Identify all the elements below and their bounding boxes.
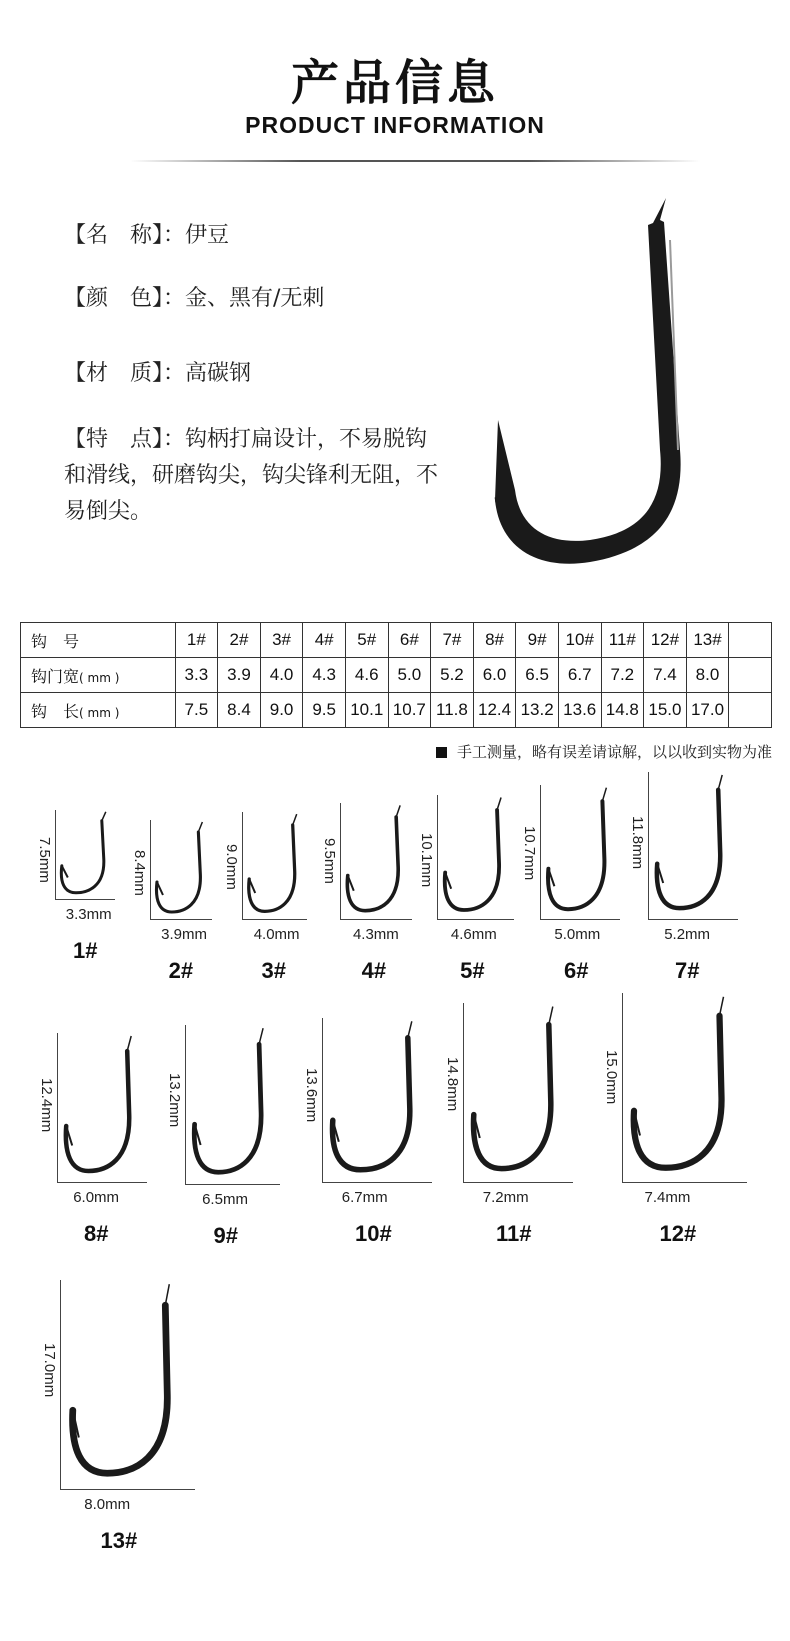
hook-tip	[127, 1036, 131, 1051]
hook-body	[347, 817, 398, 911]
spec-cell: 13.2	[516, 693, 559, 728]
spec-cell-empty	[729, 623, 772, 658]
spec-table	[20, 622, 772, 728]
hook-illustration	[470, 180, 710, 580]
spec-cell: 5#	[345, 623, 388, 658]
spec-size-label: 钩 号	[31, 631, 80, 651]
hook-diagram	[131, 820, 212, 983]
hook-tip	[549, 1007, 553, 1025]
spec-cell: 11.8	[431, 693, 474, 728]
hook-body	[61, 821, 104, 893]
hook-body	[548, 801, 604, 909]
hook-size-label: 13#	[100, 1528, 138, 1553]
hook-size-label: 2#	[168, 958, 194, 983]
hook-tip	[396, 805, 400, 817]
hook-diagram	[38, 1033, 147, 1246]
spec-cell: 9.0	[260, 693, 303, 728]
hook-gap-label: 6.7mm	[341, 1189, 388, 1206]
spec-cell: 4.3	[303, 658, 346, 693]
spec-cell: 10.7	[388, 693, 431, 728]
spec-unit-label: ( mm )	[79, 670, 120, 685]
hook-size-label: 11#	[496, 1221, 532, 1246]
hook-diagram	[444, 1003, 573, 1246]
hook-gap-label: 3.9mm	[161, 926, 207, 943]
spec-cell: 5.2	[431, 658, 474, 693]
hook-gap-label: 4.0mm	[253, 926, 300, 943]
hook-gap-label: 5.0mm	[554, 926, 601, 943]
hook-size-label: 4#	[361, 958, 387, 983]
header-divider	[130, 160, 700, 162]
hook-shape-icon	[185, 1025, 280, 1185]
spec-cell: 6.7	[558, 658, 601, 693]
spec-cell: 4.0	[260, 658, 303, 693]
hook-size-label: 6#	[564, 958, 589, 983]
spec-cell: 12.4	[473, 693, 516, 728]
hook-gap-label: 6.5mm	[202, 1191, 248, 1208]
spec-length-label: 钩 长	[31, 701, 80, 721]
spec-cell: 13.6	[558, 693, 601, 728]
spec-cell-empty	[729, 658, 772, 693]
hook-gap-label: 7.2mm	[482, 1189, 529, 1206]
hook-length-label: 13.6mm	[303, 1067, 320, 1122]
hook-diagram	[321, 803, 412, 983]
hook-gap-label: 3.3mm	[65, 906, 112, 923]
hook-diagram	[521, 785, 620, 983]
spec-row-label	[21, 623, 176, 658]
spec-cell: 10#	[558, 623, 601, 658]
spec-unit-label: ( mm )	[79, 705, 120, 720]
info-feature: 【特 点】：钩柄打扁设计，不易脱钩和滑线，研磨钩尖，钩尖锋利无阻，不易倒尖。	[64, 427, 439, 524]
hook-shape-icon	[242, 812, 307, 920]
hook-diagram	[166, 1025, 280, 1248]
spec-cell: 14.8	[601, 693, 644, 728]
hook-body	[634, 1016, 722, 1168]
hook-length-label: 9.0mm	[223, 844, 240, 891]
note-text: 手工测量，略有误差请谅解，以以收到实物为准	[456, 743, 772, 761]
spec-cell: 4#	[303, 623, 346, 658]
spec-gap-label: 钩门宽	[31, 666, 80, 686]
hook-size-label: 10#	[355, 1221, 392, 1246]
spec-cell: 15.0	[644, 693, 687, 728]
spec-row-gap	[21, 658, 772, 693]
measurement-note	[436, 741, 772, 762]
spec-cell: 9.5	[303, 693, 346, 728]
hook-body	[73, 1305, 168, 1473]
spec-cell: 7.2	[601, 658, 644, 693]
hook-size-label: 1#	[73, 938, 98, 963]
hook-tip	[497, 798, 501, 811]
spec-cell: 11#	[601, 623, 644, 658]
spec-cell: 6.5	[516, 658, 559, 693]
spec-cell: 7#	[431, 623, 474, 658]
spec-cell: 8.0	[686, 658, 729, 693]
info-name: 【名 称】：伊豆	[64, 223, 230, 248]
hook-size-label: 5#	[460, 958, 485, 983]
hook-diagram	[41, 1280, 195, 1553]
spec-cell: 2#	[218, 623, 261, 658]
spec-cell: 3.9	[218, 658, 261, 693]
hook-shape-icon	[540, 785, 620, 920]
hook-diagram	[303, 1018, 432, 1246]
spec-cell: 10.1	[345, 693, 388, 728]
hook-size-label: 9#	[213, 1223, 238, 1248]
hook-diagram	[36, 810, 115, 963]
square-bullet-icon	[436, 747, 447, 758]
spec-cell: 9#	[516, 623, 559, 658]
hook-diagram	[629, 772, 738, 983]
hook-shape-icon	[463, 1003, 573, 1183]
hook-tip	[408, 1021, 412, 1038]
hook-length-label: 10.7mm	[521, 825, 538, 880]
spec-row-label	[21, 693, 176, 728]
hook-shape-icon	[622, 993, 747, 1183]
hook-body	[445, 810, 499, 910]
hook-size-label: 12#	[659, 1221, 697, 1246]
hook-shape-icon	[150, 820, 212, 920]
hook-body	[332, 1038, 409, 1170]
hook-tip	[259, 1028, 263, 1044]
hook-body	[657, 790, 720, 908]
hook-length-label: 15.0mm	[603, 1050, 620, 1105]
hook-gap-label: 4.6mm	[450, 926, 497, 943]
hook-tip	[102, 812, 106, 821]
hook-shape-icon	[322, 1018, 432, 1183]
spec-cell: 5.0	[388, 658, 431, 693]
hook-tip	[718, 775, 722, 790]
hook-gap-label: 7.4mm	[644, 1189, 691, 1206]
spec-cell-empty	[729, 693, 772, 728]
spec-cell: 1#	[175, 623, 218, 658]
hook-diagram	[418, 795, 514, 983]
hook-shape-icon	[340, 803, 412, 920]
spec-cell: 7.5	[175, 693, 218, 728]
spec-cell: 7.4	[644, 658, 687, 693]
hook-tip	[602, 788, 606, 802]
hook-tip	[198, 822, 202, 832]
hook-diagram	[223, 812, 307, 983]
hook-gap-label: 6.0mm	[73, 1189, 120, 1206]
hook-size-label: 3#	[261, 958, 286, 983]
hook-length-label: 9.5mm	[321, 838, 338, 884]
hook-length-label: 8.4mm	[131, 850, 148, 896]
hook-gap-label: 5.2mm	[664, 926, 711, 943]
hook-tip	[165, 1284, 169, 1305]
hook-body	[66, 1051, 129, 1171]
spec-cell: 8.4	[218, 693, 261, 728]
spec-cell: 3#	[260, 623, 303, 658]
spec-cell: 6.0	[473, 658, 516, 693]
hook-length-label: 12.4mm	[38, 1078, 55, 1133]
hook-diagram	[603, 993, 747, 1246]
hook-length-label: 17.0mm	[41, 1343, 58, 1398]
hook-gap-label: 4.3mm	[352, 926, 399, 943]
spec-row-size	[21, 623, 772, 658]
hook-body	[194, 1044, 261, 1172]
spec-cell: 6#	[388, 623, 431, 658]
hook-shape-icon	[60, 1280, 195, 1490]
info-color: 【颜 色】：金、黑有/无刺	[64, 286, 325, 311]
hook-length-label: 7.5mm	[36, 837, 53, 883]
spec-cell: 17.0	[686, 693, 729, 728]
hook-length-label: 13.2mm	[166, 1073, 183, 1128]
spec-row-label	[21, 658, 176, 693]
spec-cell: 13#	[686, 623, 729, 658]
spec-cell: 4.6	[345, 658, 388, 693]
spec-cell: 8#	[473, 623, 516, 658]
info-material: 【材 质】：高碳钢	[64, 361, 252, 386]
hook-shape-icon	[437, 795, 514, 920]
hook-size-label: 8#	[84, 1221, 109, 1246]
hook-length-label: 10.1mm	[418, 832, 435, 887]
spec-cell: 12#	[644, 623, 687, 658]
page-title: 产品信息	[290, 55, 499, 111]
hook-gap-label: 8.0mm	[84, 1496, 131, 1513]
hook-body	[473, 1025, 550, 1169]
hook-shape-icon	[648, 772, 738, 920]
hook-body	[156, 832, 200, 912]
hook-length-label: 11.8mm	[629, 816, 646, 870]
hook-shape-icon	[57, 1033, 147, 1183]
page-subtitle: PRODUCT INFORMATION	[245, 112, 545, 138]
hook-tip	[293, 814, 297, 825]
spec-row-length	[21, 693, 772, 728]
hook-size-label: 7#	[675, 958, 700, 983]
hook-body	[249, 825, 295, 911]
hook-shape-icon	[55, 810, 115, 900]
hook-tip	[720, 997, 724, 1016]
hook-length-label: 14.8mm	[444, 1057, 461, 1112]
spec-cell: 3.3	[175, 658, 218, 693]
